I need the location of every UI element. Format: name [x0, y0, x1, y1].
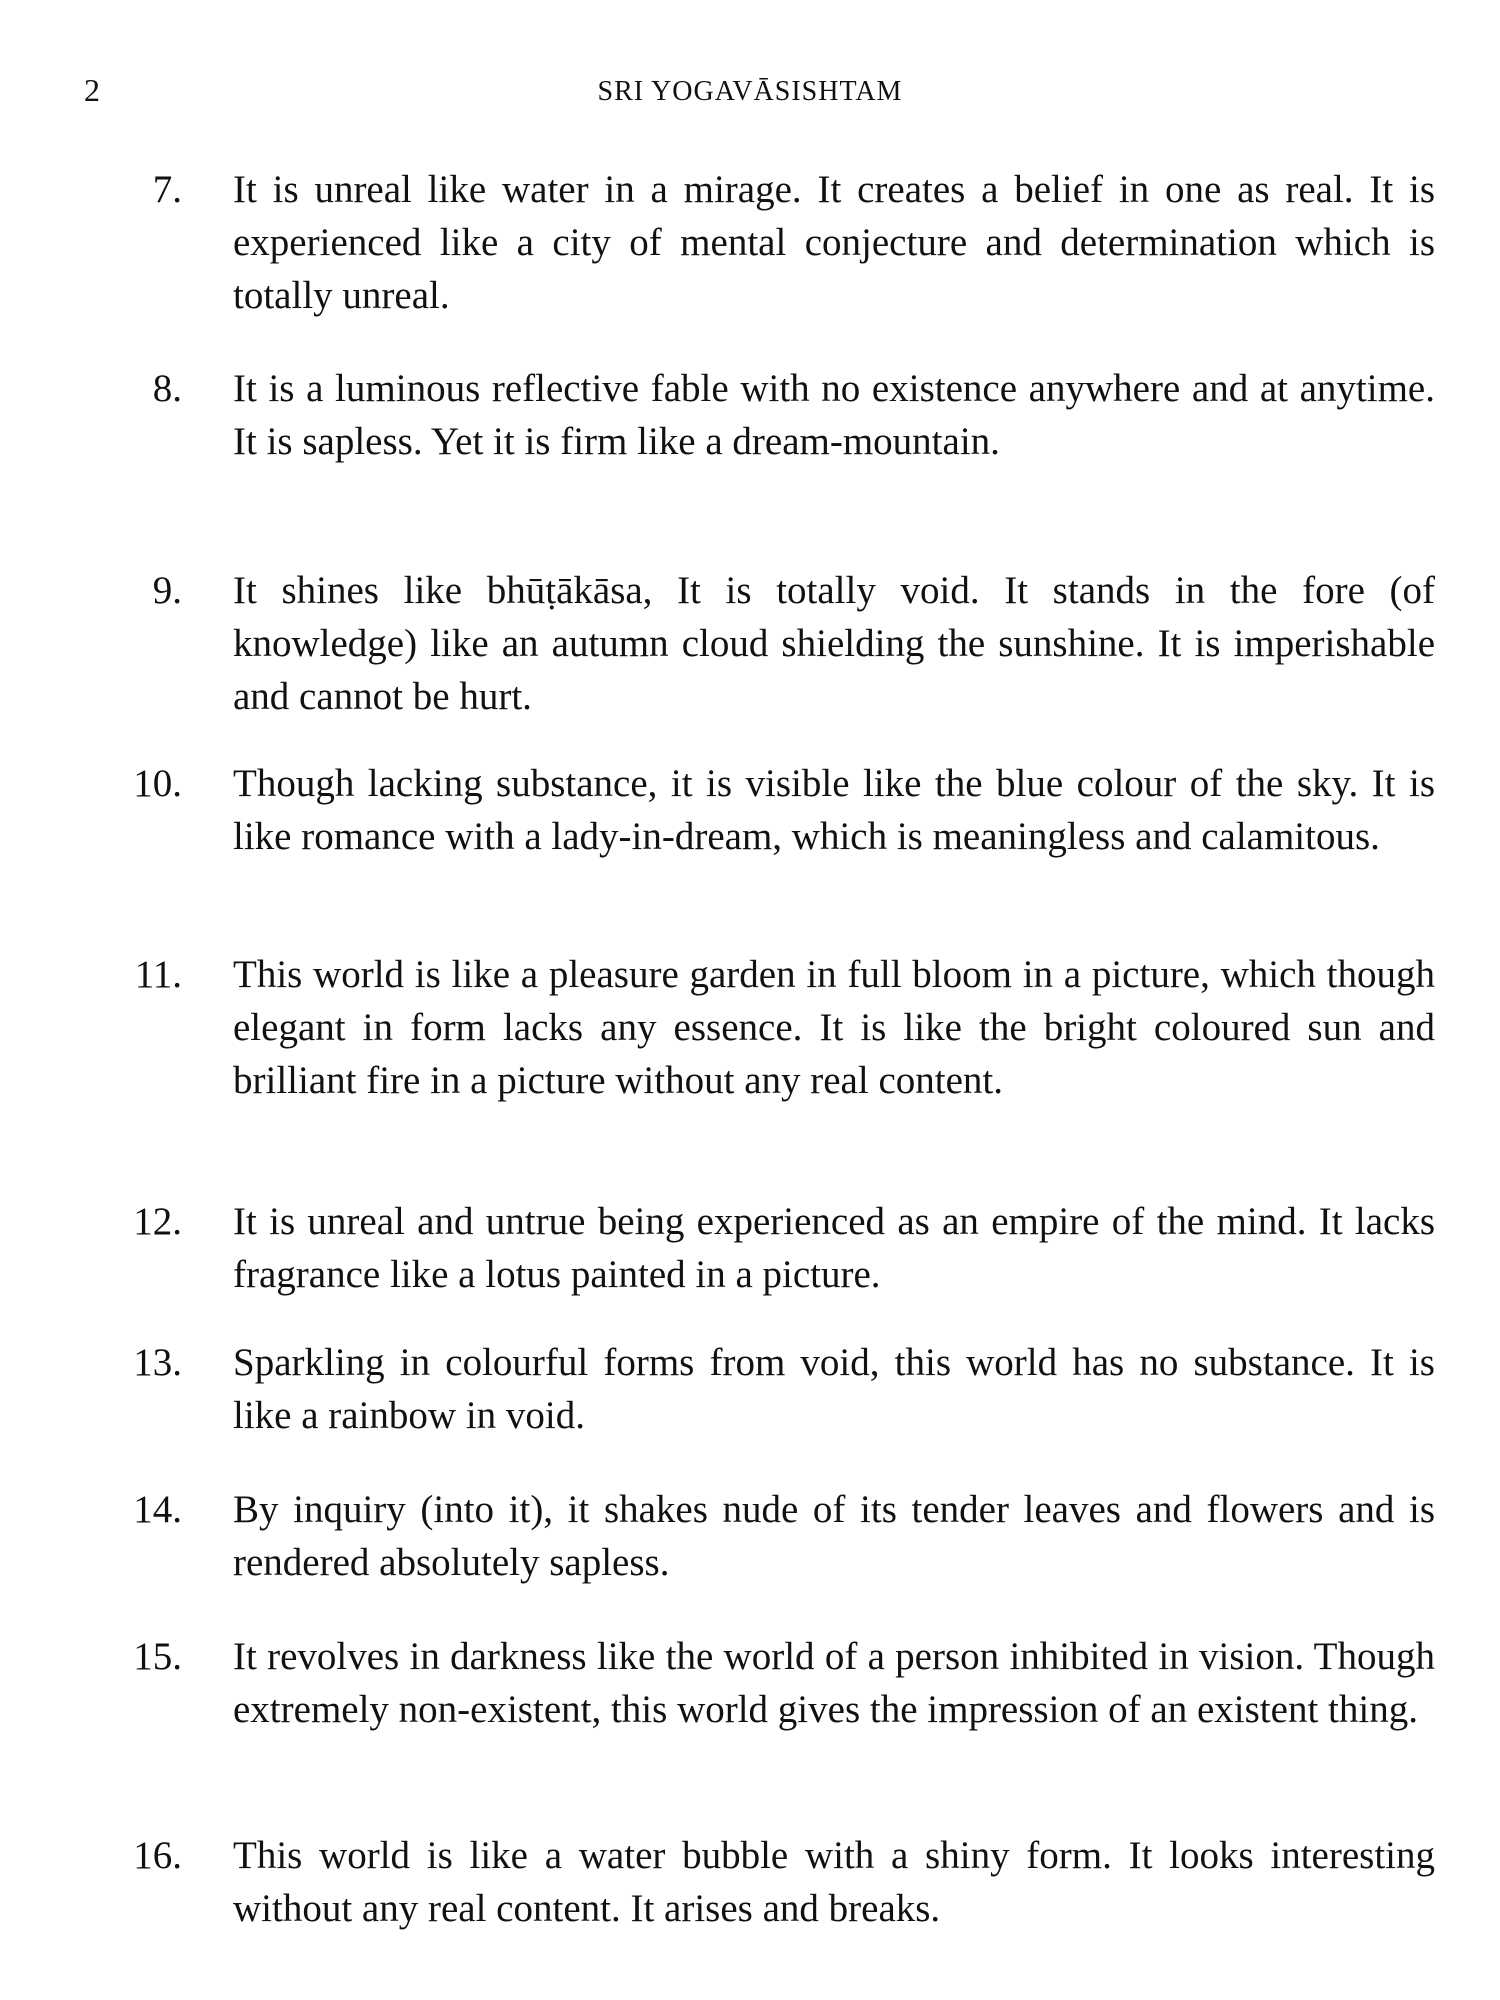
verse-text: This world is like a water bubble with a shiny form. It looks interesting without any real content. It arises and breaks. [233, 1834, 1435, 1930]
verse-number: 16. [133, 1834, 182, 1877]
verse-text: It shines like bhūṭākāsa, It is totally void. It stands in the fore (of knowledge) like an autumn cloud shielding the sunshine. It is imperishable and cannot be hurt. [233, 569, 1435, 718]
verse-text: This world is like a pleasure garden in full bloom in a picture, which though elegant in form lacks any essence. It is like the bright coloured sun and brilliant fire in a picture without any real content. [233, 953, 1435, 1102]
verse-text: Sparkling in colourful forms from void, this world has no substance. It is like a rainbow in void. [233, 1341, 1435, 1437]
verse-number: 15. [133, 1635, 182, 1678]
verse-text: Though lacking substance, it is visible like the blue colour of the sky. It is like romance with a lady-in-dream, which is meaningless and calamitous. [233, 762, 1435, 858]
verse-number: 8. [152, 367, 182, 410]
verse-number: 14. [133, 1488, 182, 1531]
verse-number: 11. [134, 953, 182, 996]
running-title: SRI YOGAVĀSISHTAM [597, 76, 903, 107]
verse-text: It is unreal and untrue being experienced as an empire of the mind. It lacks fragrance like a lotus painted in a picture. [233, 1200, 1435, 1296]
verse-number: 7. [152, 168, 182, 211]
verse-number: 9. [152, 569, 182, 612]
verse-number: 10. [133, 762, 182, 805]
page-number: 2 [84, 72, 100, 108]
verse-number: 12. [133, 1200, 182, 1243]
verse-text: It is a luminous reflective fable with no existence anywhere and at anytime. It is sapless. Yet it is firm like a dream-mountain. [233, 367, 1435, 463]
verse-text: By inquiry (into it), it shakes nude of its tender leaves and flowers and is rendered absolutely sapless. [233, 1488, 1435, 1584]
verse-number: 13. [133, 1341, 182, 1384]
verse-text: It revolves in darkness like the world of a person inhibited in vision. Though extremely non-existent, this world gives the impression of an existent thing. [233, 1635, 1435, 1731]
verse-text: It is unreal like water in a mirage. It creates a belief in one as real. It is experienced like a city of mental conjecture and determination which is totally unreal. [233, 168, 1435, 317]
